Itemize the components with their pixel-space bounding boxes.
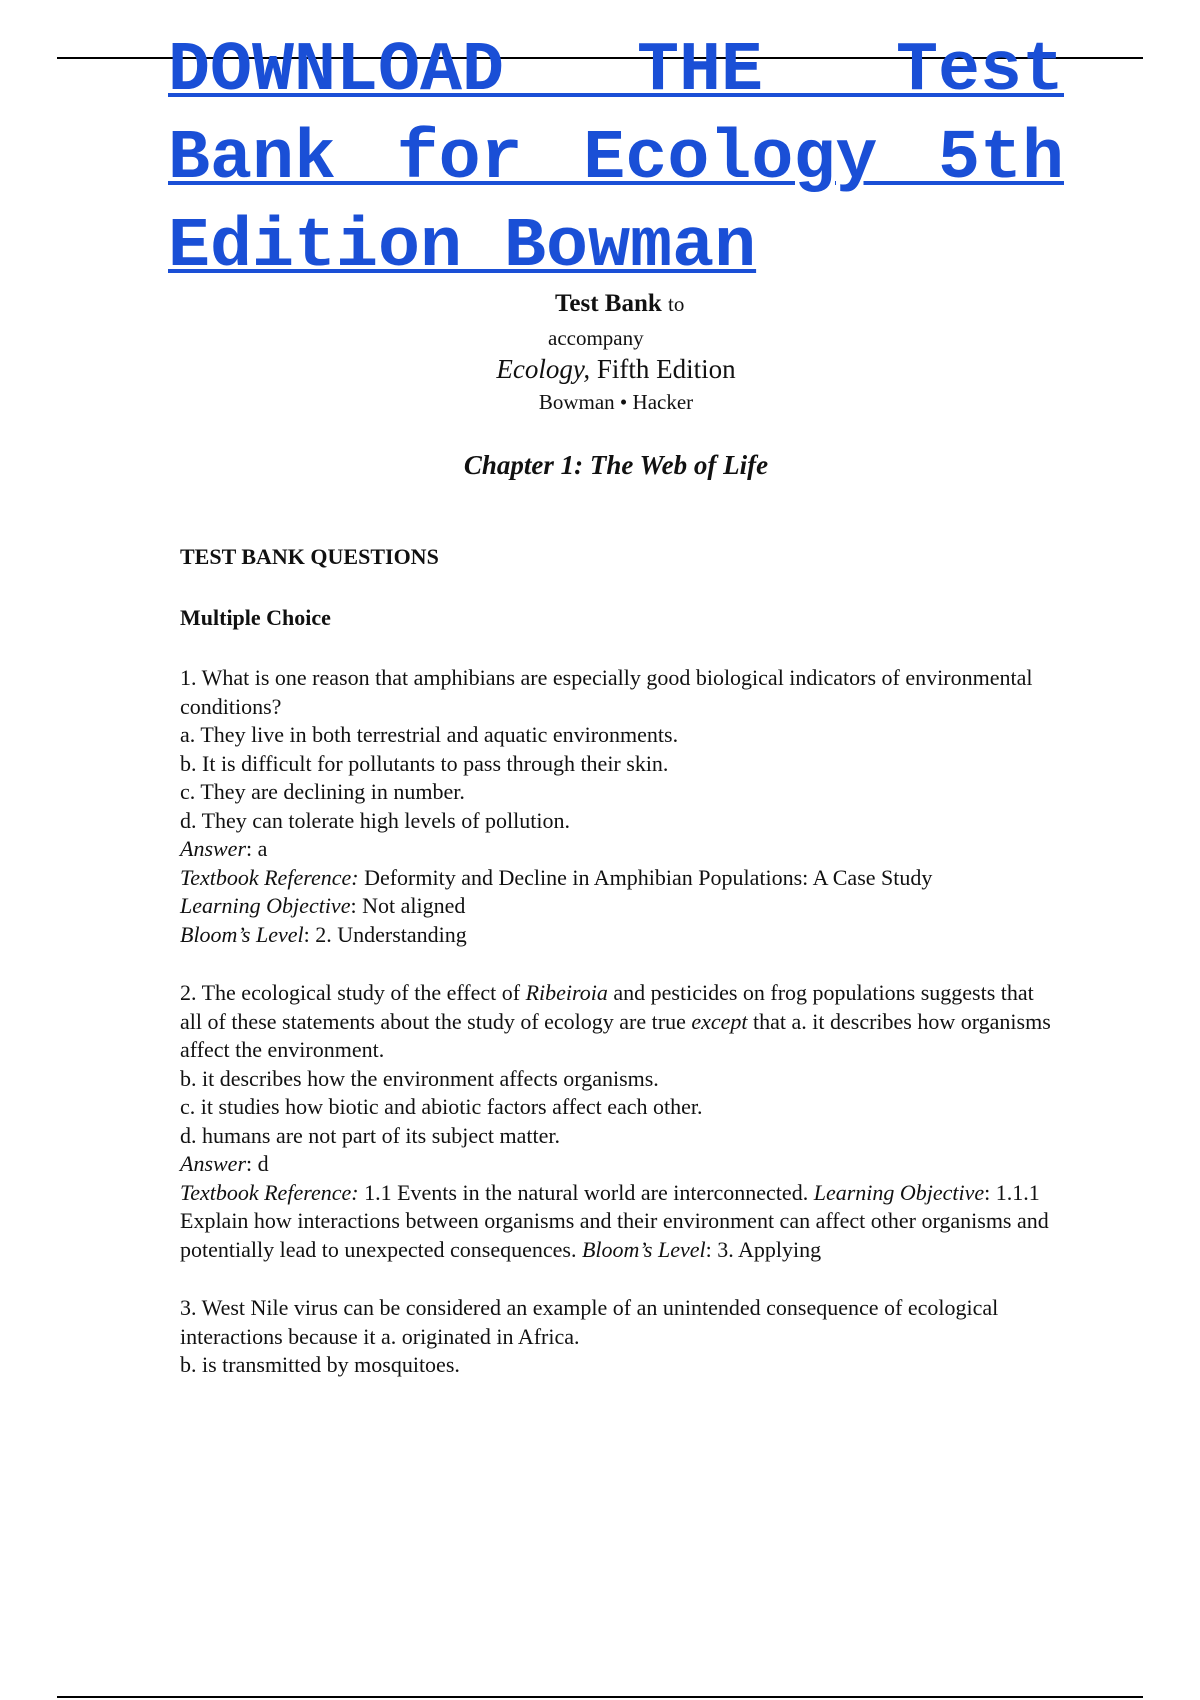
q1-objective-value: : Not aligned [350, 893, 466, 918]
chapter-title: Chapter 1: The Web of Life [463, 450, 769, 480]
accompany-label: accompany [548, 326, 644, 350]
q3-option-b: b. is transmitted by mosquitoes. [180, 1352, 460, 1377]
section-title: TEST BANK QUESTIONS [180, 544, 439, 569]
q1-objective [180, 892, 1060, 921]
q2-stem-part3: that a. it describes how organisms affect the environment. [180, 1008, 1051, 1062]
answer-label: Answer [180, 1151, 246, 1176]
q2-answer-value: : d [246, 1151, 269, 1176]
question-2 [180, 979, 1060, 1264]
q2-option-d: d. humans are not part of its subject matter. [180, 1122, 561, 1148]
q1-bloom [180, 921, 1060, 950]
objective-label: Learning Objective [180, 893, 351, 918]
q2-reference-value: 1.1 Events in the natural world are interconnected. [358, 1179, 814, 1205]
q2-stem-species: Ribeiroia [525, 980, 608, 1005]
q2-objective-value: : 1.1.1 Explain how interactions between organisms and their environment can affect other organisms and potentially lead to unexpected consequences. [180, 1179, 1049, 1262]
q2-stem-except: except [691, 1008, 748, 1034]
answer-label: Answer [180, 836, 246, 861]
question-3 [180, 1294, 1060, 1380]
q1-reference [180, 864, 1060, 893]
q1-stem: 1. What is one reason that amphibians are especially good biological indicators of environmental conditions? [180, 665, 1033, 719]
bloom-label: Bloom’s Level [581, 1236, 706, 1262]
q2-bloom-value: : 3. Applying [705, 1236, 822, 1262]
bloom-label: Bloom’s Level [180, 921, 304, 947]
reference-label: Textbook Reference: [180, 864, 359, 890]
q2-objective-label: Learning Objective [813, 1179, 985, 1205]
download-link[interactable]: DOWNLOAD THE Test Bank for Ecology 5th Edition Bowman [168, 32, 1064, 287]
question-1 [180, 664, 1060, 949]
test-bank-heading [555, 290, 684, 318]
q1-option-a: a. They live in both terrestrial and aquatic environments. [180, 722, 679, 747]
book-title-line [0, 354, 1200, 385]
q1-option-b: b. It is difficult for pollutants to pass through their skin. [180, 750, 669, 776]
q1-option-d: d. They can tolerate high levels of pollution. [180, 807, 570, 833]
q2-option-b: b. it describes how the environment affects organisms. [180, 1065, 659, 1091]
question-content [180, 543, 1060, 1410]
test-bank-label: Test Bank [555, 290, 662, 317]
q2-meta [180, 1179, 1060, 1265]
q1-answer [180, 835, 1060, 864]
subsection-title: Multiple Choice [180, 604, 331, 630]
authors: Bowman • Hacker [538, 390, 694, 414]
q3-stem: 3. West Nile virus can be considered an example of an unintended consequence of ecological interactions because it a. originated in Africa. [180, 1295, 999, 1349]
reference-label: Textbook Reference: [180, 1179, 359, 1205]
q2-stem-part2: and pesticides on frog populations suggests that all of these statements about the study of ecology are true [180, 980, 1034, 1034]
q2-stem [180, 979, 1060, 1065]
q2-answer [180, 1150, 1060, 1179]
q1-reference-value: Deformity and Decline in Amphibian Populations: A Case Study [358, 864, 933, 890]
q1-option-c: c. They are declining in number. [180, 779, 465, 804]
q2-option-c: c. it studies how biotic and abiotic factors affect each other. [180, 1094, 703, 1119]
bottom-rule [57, 1696, 1143, 1698]
book-title: Ecology, [496, 354, 591, 384]
book-edition: Fifth Edition [596, 354, 736, 384]
to-label: to [668, 292, 685, 316]
q1-bloom-value: : 2. Understanding [303, 921, 467, 947]
q1-answer-value: : a [246, 836, 268, 861]
q2-stem-part1: 2. The ecological study of the effect of [180, 980, 526, 1005]
